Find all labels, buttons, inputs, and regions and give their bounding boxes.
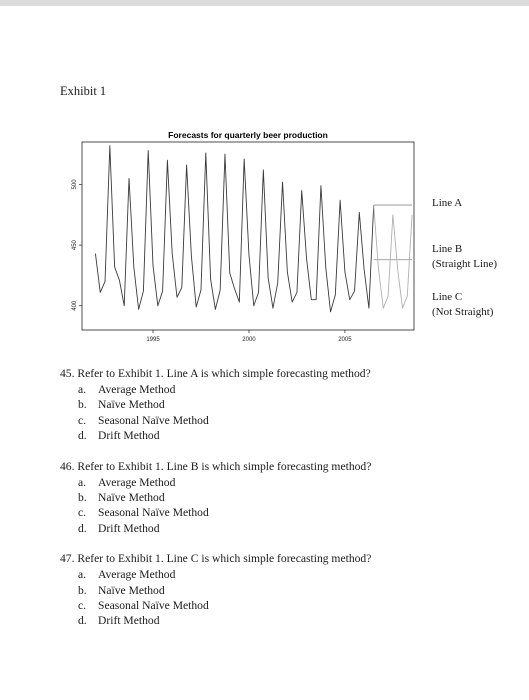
option-text: Drift Method — [98, 429, 160, 443]
option-letter: d. — [78, 429, 87, 443]
option-list — [60, 567, 500, 629]
line-c-label: Line C — [432, 291, 463, 303]
chart-title: Forecasts for quarterly beer production — [168, 130, 328, 140]
y-tick-label: 400 — [72, 300, 78, 311]
option-c — [78, 598, 500, 613]
top-bar — [0, 0, 529, 6]
option-text: Naïve Method — [98, 398, 165, 412]
option-letter: d. — [78, 614, 87, 628]
question-stem: 45. Refer to Exhibit 1. Line A is which simple forecasting method? — [60, 367, 371, 380]
option-text: Naïve Method — [98, 491, 165, 505]
option-a — [78, 475, 500, 490]
option-letter: b. — [78, 583, 87, 597]
option-letter: b. — [78, 491, 87, 505]
option-letter: a. — [78, 475, 87, 489]
question-stem: 47. Refer to Exhibit 1. Line C is which simple forecasting method? — [60, 552, 372, 566]
x-tick-label: 2005 — [338, 337, 352, 343]
series-layer — [95, 146, 412, 312]
option-b — [78, 583, 500, 598]
option-text: Average Method — [98, 383, 176, 396]
option-c — [78, 505, 500, 520]
exhibit-title: Exhibit 1 — [60, 84, 107, 98]
line-a-label: Line A — [432, 197, 463, 209]
option-d — [78, 613, 500, 628]
option-b — [78, 490, 500, 505]
option-text: Seasonal Naïve Method — [98, 413, 209, 427]
option-d — [78, 428, 500, 443]
option-a — [78, 382, 500, 397]
option-a — [78, 567, 500, 582]
line-c-sublabel: (Not Straight) — [432, 306, 494, 318]
historical-series-line — [95, 146, 373, 312]
option-letter: d. — [78, 521, 87, 535]
option-letter: b. — [78, 398, 87, 412]
option-list — [60, 382, 500, 444]
option-text: Drift Method — [98, 521, 160, 535]
option-letter: a. — [78, 383, 87, 396]
x-tick-label: 2000 — [242, 337, 256, 343]
question-47 — [60, 551, 500, 629]
line-b-sublabel: (Straight Line) — [432, 258, 498, 270]
option-text: Average Method — [98, 568, 176, 582]
line-c-forecast — [374, 205, 412, 308]
x-axis — [146, 330, 352, 343]
option-text: Drift Method — [98, 614, 160, 628]
option-letter: c. — [78, 413, 87, 427]
option-d — [78, 521, 500, 536]
option-letter: c. — [78, 599, 87, 613]
option-text: Naïve Method — [98, 583, 165, 597]
question-46 — [60, 459, 500, 537]
y-tick-label: 500 — [72, 179, 78, 190]
option-c — [78, 413, 500, 428]
option-list — [60, 475, 500, 537]
option-text: Average Method — [98, 475, 176, 489]
option-b — [78, 397, 500, 412]
option-text: Seasonal Naïve Method — [98, 599, 209, 613]
y-axis — [72, 179, 82, 311]
option-text: Seasonal Naïve Method — [98, 506, 209, 520]
y-tick-label: 450 — [72, 240, 78, 251]
option-letter: a. — [78, 568, 87, 582]
exhibit-chart — [60, 126, 529, 346]
line-b-label: Line B — [432, 243, 463, 255]
question-list — [60, 366, 500, 644]
option-letter: c. — [78, 506, 87, 520]
x-tick-label: 1995 — [146, 337, 160, 343]
question-45 — [60, 366, 500, 444]
forecast-chart-svg — [60, 126, 529, 346]
question-stem: 46. Refer to Exhibit 1. Line B is which simple forecasting method? — [60, 459, 372, 473]
